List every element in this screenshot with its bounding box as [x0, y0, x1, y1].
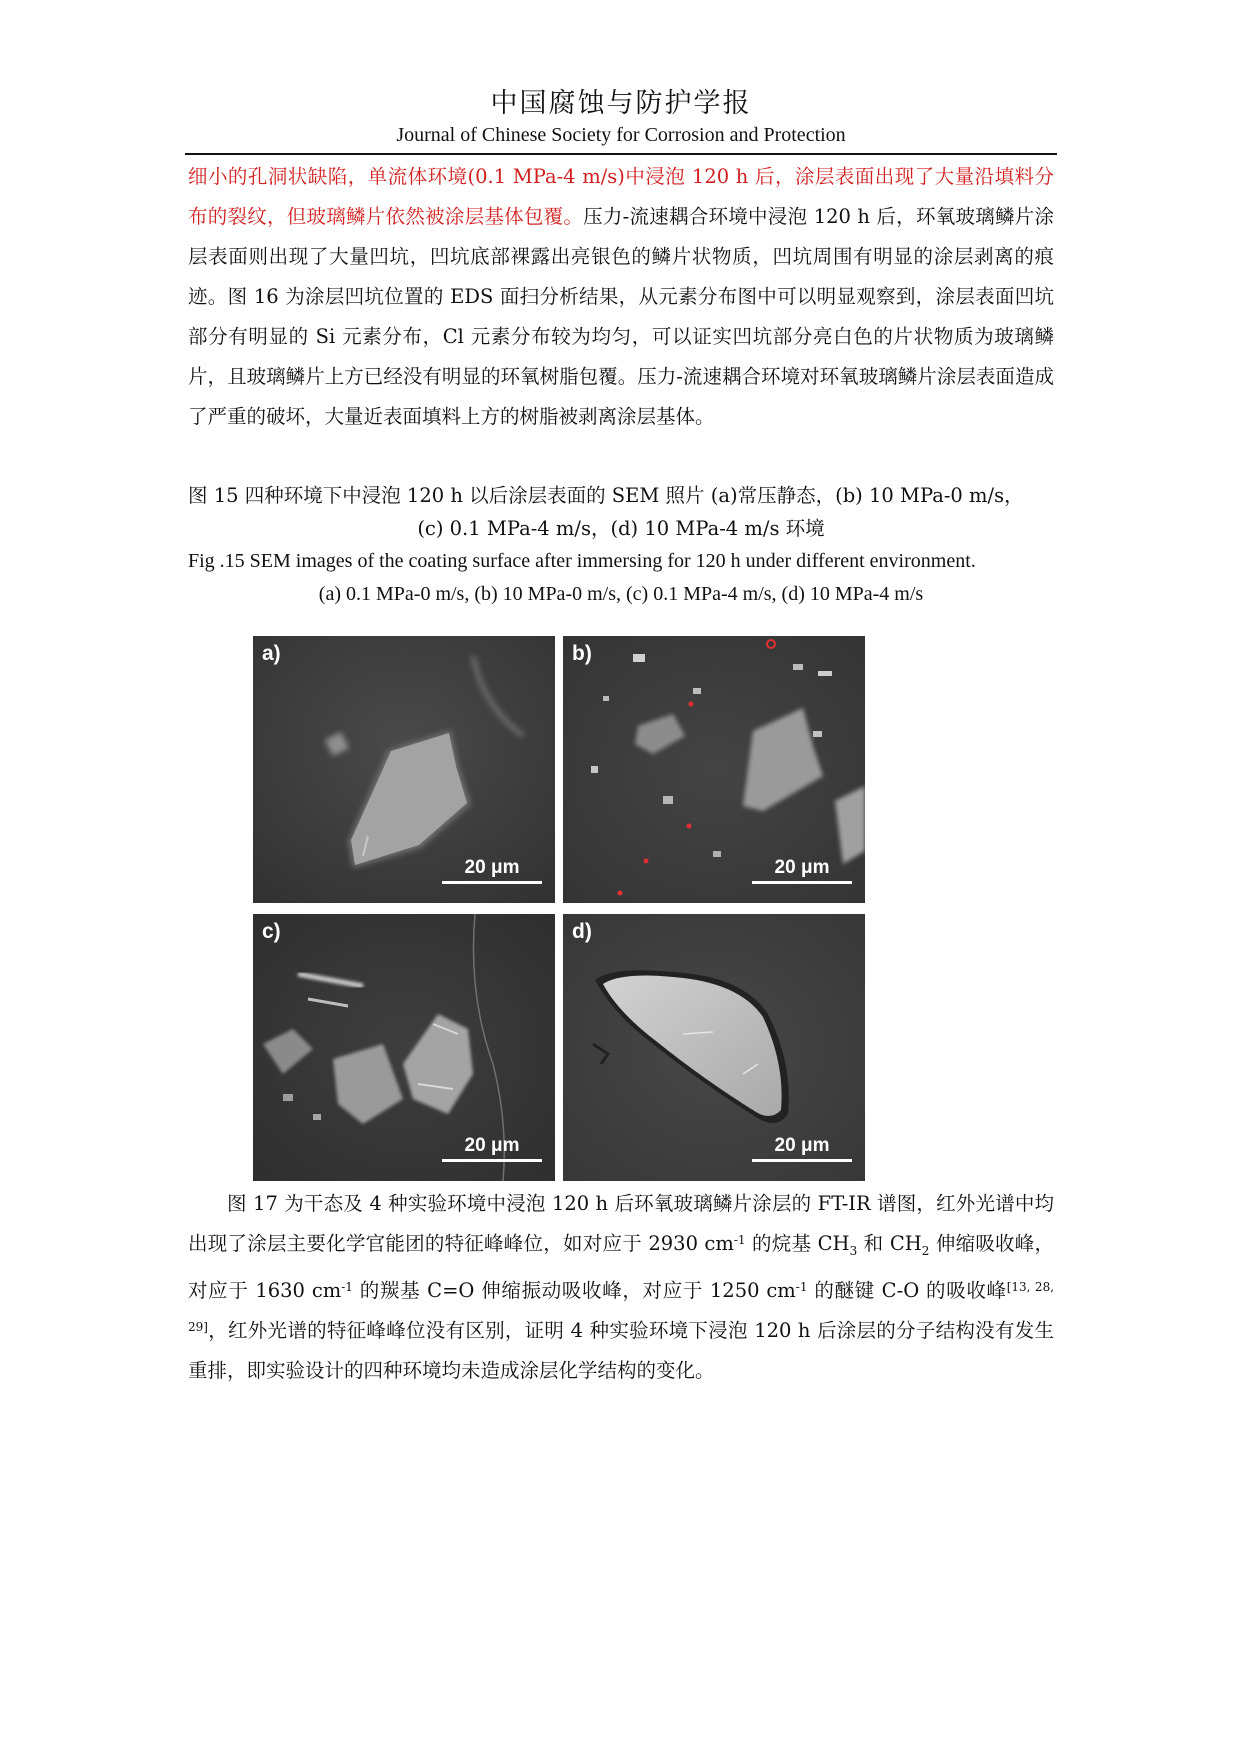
header-rule	[185, 153, 1057, 155]
scale-text-a: 20 μm	[464, 857, 520, 878]
paragraph-2-text-2: 的烷基 CH	[745, 1232, 850, 1255]
sem-figure-grid	[253, 636, 869, 1181]
citation-reference: [13, 28, 29]	[188, 1279, 1055, 1334]
panel-label-d: d)	[572, 920, 592, 943]
scale-bar-d	[752, 1135, 852, 1162]
sem-panel-d	[563, 914, 865, 1181]
sem-panel-b	[563, 636, 865, 903]
figure-15-caption-en-2: (a) 0.1 MPa-0 m/s, (b) 10 MPa-0 m/s, (c) 0.1 MPa-4 m/s, (d) 10 MPa-4 m/s	[318, 583, 924, 605]
journal-header	[185, 86, 1057, 148]
panel-label-b: b)	[572, 642, 592, 665]
figure-15-caption-en-1: Fig .15 SEM images of the coating surface after immersing for 120 h under different environment.	[188, 550, 976, 572]
paragraph-1-highlight: 细小的孔洞状缺陷，单流体环境(0.1 MPa-4 m/s)中浸泡 120 h 后，涂层表面出现了大量沿填料分布的裂纹，但玻璃鳞片依然被涂层基体包覆。	[188, 165, 1054, 228]
figure-15-caption	[188, 479, 1054, 611]
scale-text-c: 20 μm	[464, 1135, 520, 1156]
paragraph-2-text-4: 伸缩吸收峰，对应于 1630 cm	[188, 1232, 1055, 1302]
scale-bar-a	[442, 857, 542, 884]
paragraph-2-text-3: 和 CH	[857, 1232, 922, 1255]
scale-text-d: 20 μm	[774, 1135, 830, 1156]
paragraph-2-text-7: ，红外光谱的特征峰峰位没有区别，证明 4 种实验环境下浸泡 120 h 后涂层的分子结构没有发生重排，即实验设计的四种环境均未造成涂层化学结构的变化。	[188, 1318, 1054, 1382]
journal-title-en: Journal of Chinese Society for Corrosion and Protection	[396, 124, 846, 146]
paragraph-1	[188, 157, 1054, 437]
sem-panel-a	[253, 636, 555, 903]
superscript-2: -1	[341, 1279, 353, 1294]
paragraph-1-text: 压力-流速耦合环境中浸泡 120 h 后，环氧玻璃鳞片涂层表面则出现了大量凹坑，凹坑底部裸露出亮银色的鳞片状物质，凹坑周围有明显的涂层剥离的痕迹。图 16 为涂层凹坑位置的 EDS 面扫分析结果，从元素分布图中可以明显观察到，涂层表面凹坑部分有明显的 Si 元素分布，Cl 元素分布较为均匀，可以证实凹坑部分亮白色的片状物质为玻璃鳞片，且玻璃鳞片上方已经没有明显的环氧树脂包覆。压力-流速耦合环境对环氧玻璃鳞片涂层表面造成了严重的破坏，大量近表面填料上方的树脂被剥离涂层基体。	[188, 205, 1054, 428]
figure-15-caption-cn-2: (c) 0.1 MPa-4 m/s，(d) 10 MPa-4 m/s 环境	[417, 517, 825, 540]
scale-bar-c	[442, 1135, 542, 1162]
subscript-2: 2	[921, 1243, 930, 1258]
scale-line-c	[442, 1159, 542, 1162]
subscript-1: 3	[849, 1243, 858, 1258]
paragraph-2-text-6: 的醚键 C-O 的吸收峰	[807, 1278, 1007, 1302]
sem-panel-c	[253, 914, 555, 1181]
scale-line-b	[752, 881, 852, 884]
paragraph-2-text-5: 的羰基 C=O 伸缩振动吸收峰，对应于 1250 cm	[352, 1278, 796, 1302]
superscript-1: -1	[733, 1233, 746, 1247]
paragraph-2-text-1: 图 17 为干态及 4 种实验环境中浸泡 120 h 后环氧玻璃鳞片涂层的 FT-IR 谱图，红外光谱中均出现了涂层主要化学官能团的特征峰峰位，如对应于 2930 cm	[188, 1192, 1054, 1255]
figure-15-caption-cn-1: 图 15 四种环境下中浸泡 120 h 以后涂层表面的 SEM 照片 (a)常压静态，(b) 10 MPa-0 m/s，	[188, 484, 1024, 507]
scale-bar-b	[752, 857, 852, 884]
scale-line-d	[752, 1159, 852, 1162]
paragraph-2	[188, 1184, 1054, 1391]
panel-label-a: a)	[262, 642, 281, 665]
journal-title-cn: 中国腐蚀与防护学报	[490, 88, 752, 119]
superscript-3: -1	[795, 1279, 808, 1294]
scale-line-a	[442, 881, 542, 884]
scale-text-b: 20 μm	[774, 857, 830, 878]
panel-label-c: c)	[262, 920, 281, 943]
